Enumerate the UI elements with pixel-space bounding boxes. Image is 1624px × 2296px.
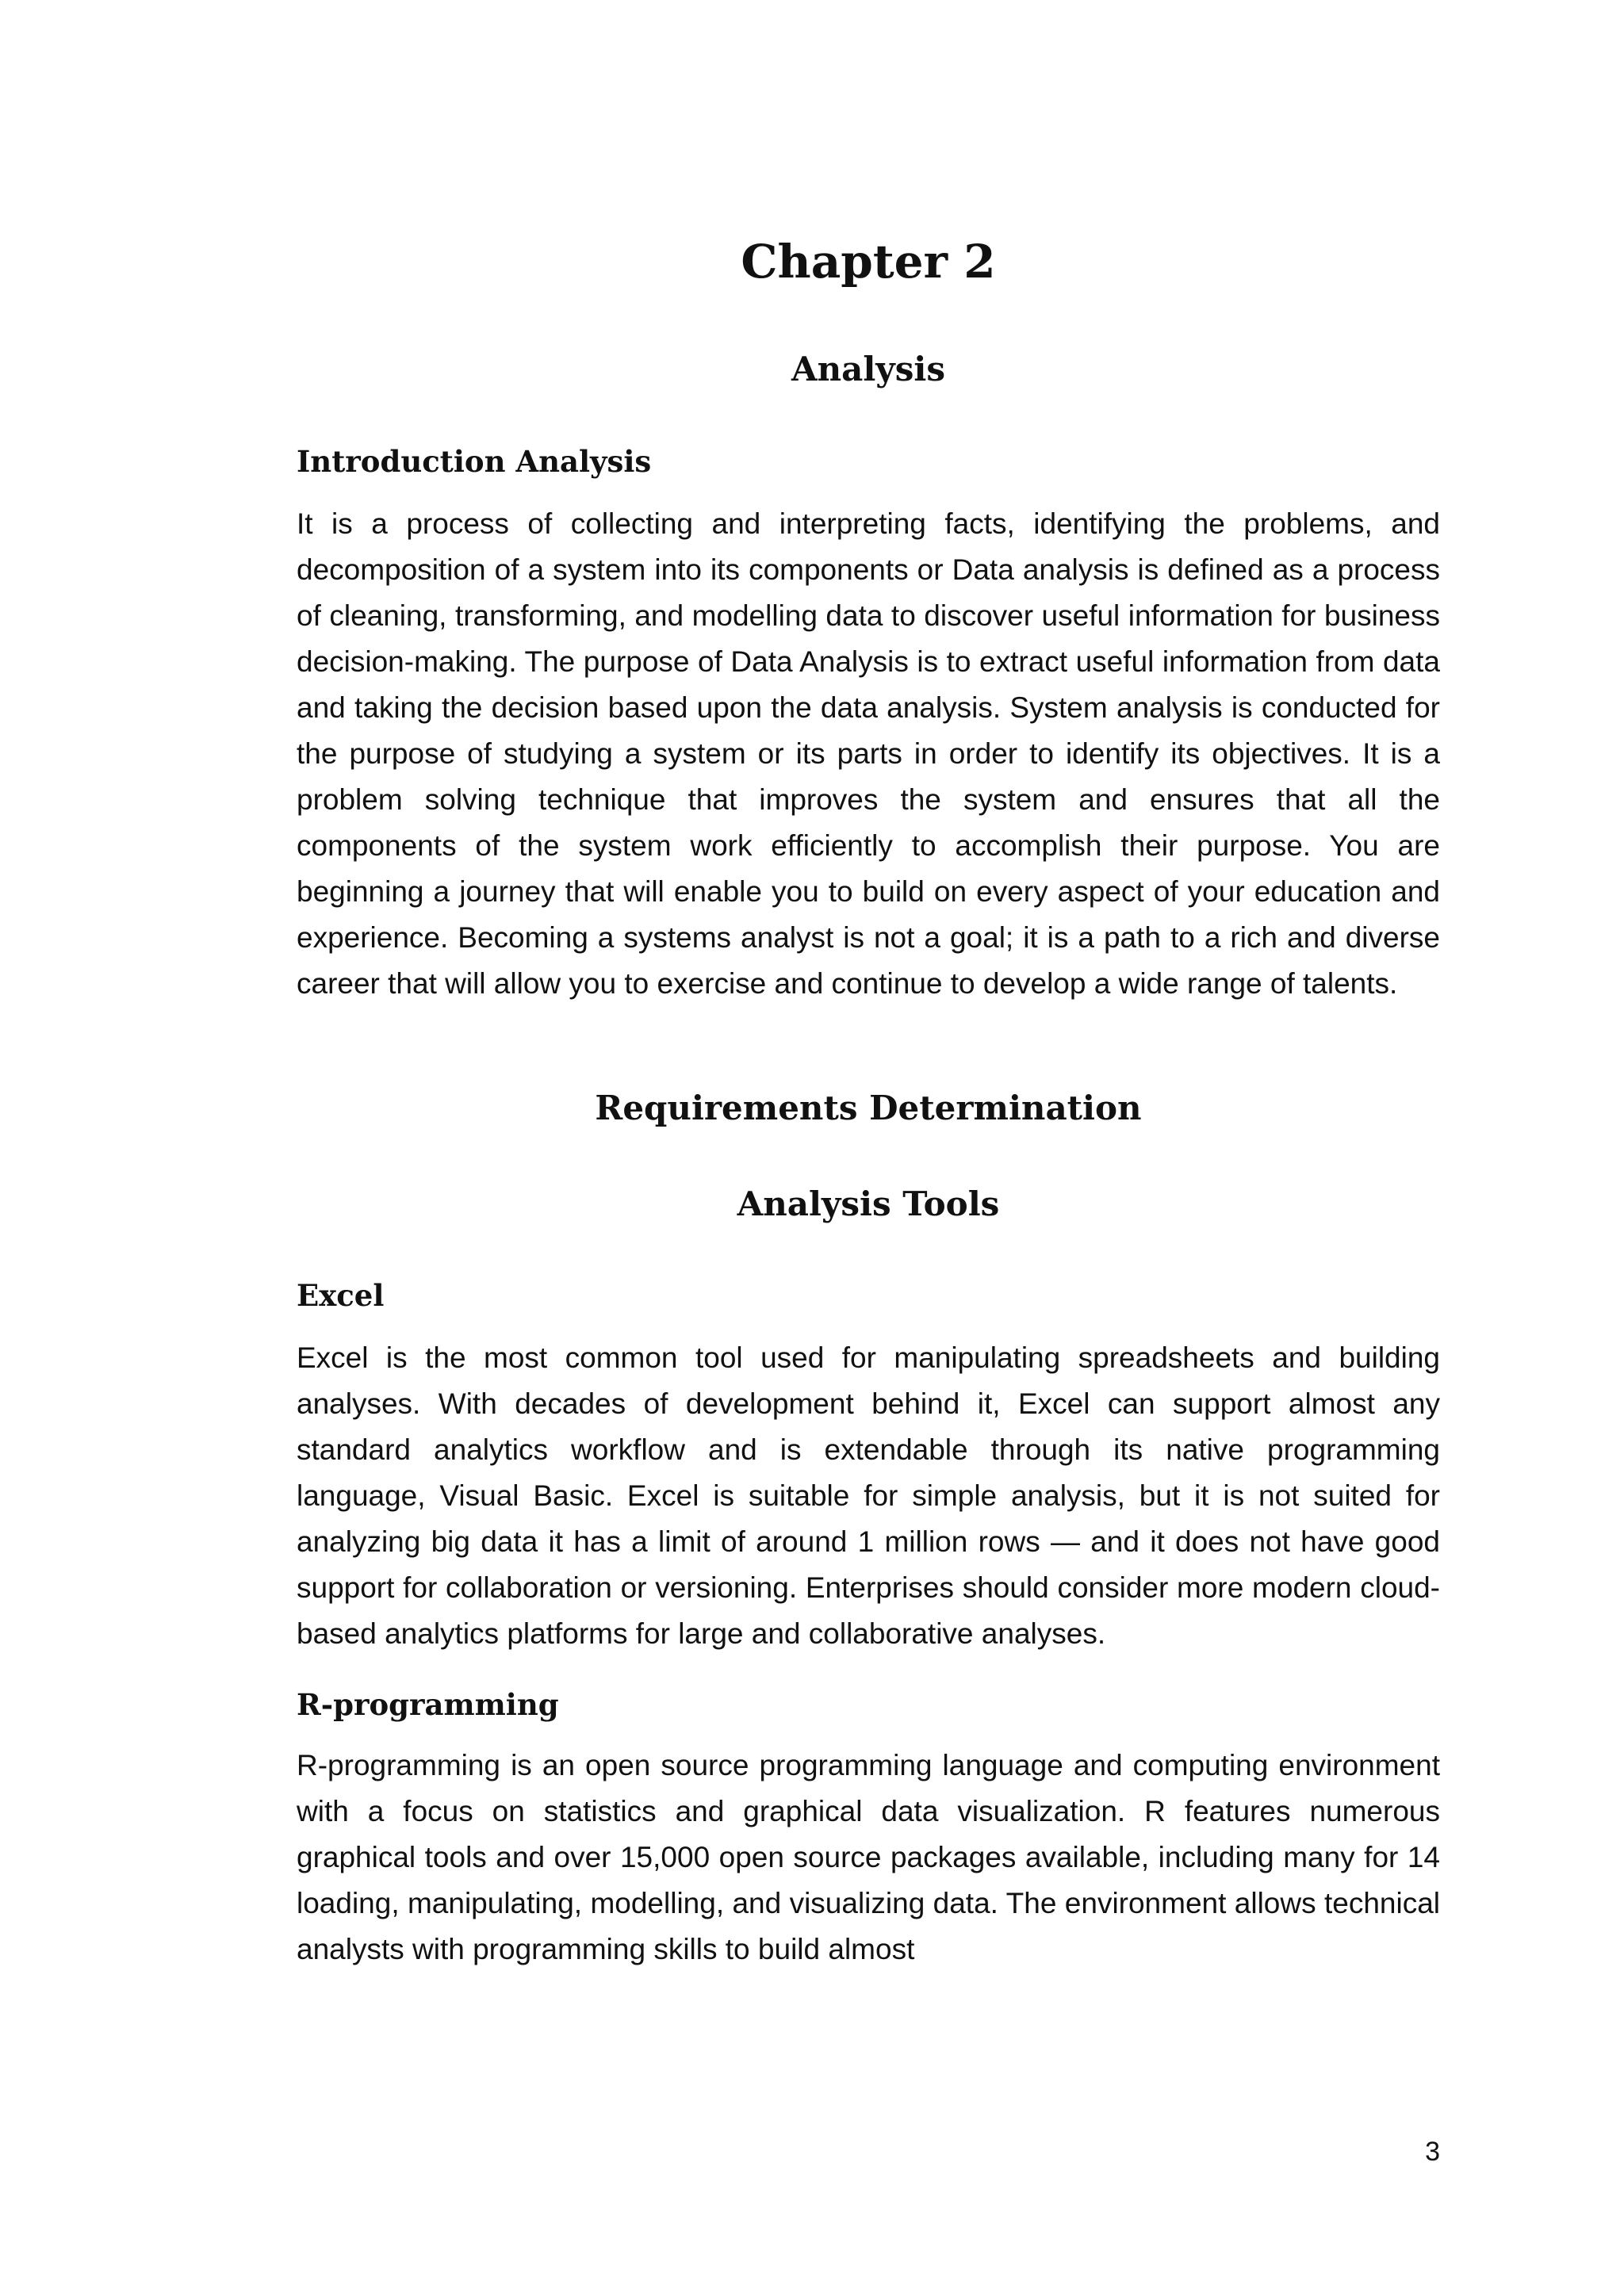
requirements-determination-heading: Requirements Determination [595,1089,1142,1127]
excel-paragraph: Excel is the most common tool used for manipulating spreadsheets and building analyses. With decades of development behind it, Excel can support almost any standard analytics workflow and is extendable through its native programming language, Visual Basic. Excel is suitable for simple analysis, but it is not suited for analyzing big data it has a limit of around 1 million rows — and it does not have good support for collaboration or versioning. Enterprises should consider more modern cloud-based analytics platforms for large and collaborative analyses. [297,1341,1440,1650]
chapter-title: Chapter 2 [741,235,996,289]
excel-heading: Excel [297,1278,385,1313]
r-programming-paragraph: R-programming is an open source programming language and computing environment with a focus on statistics and graphical data visualization. R features numerous graphical tools and over 15,000 open source packages available, including many for 14 loading, manipulating, modelling, and visualizing data. The environment allows technical analysts with programming skills to build almost [297,1749,1440,1965]
r-programming-heading: R-programming [297,1687,559,1722]
introduction-analysis-heading: Introduction Analysis [297,444,652,479]
analysis-tools-heading: Analysis Tools [737,1184,1000,1223]
introduction-analysis-paragraph: It is a process of collecting and interpreting facts, identifying the problems, and decomposition of a system into its components or Data analysis is defined as a process of cleaning, transforming, and modelling data to discover useful information for business decision-making. The purpose of Data Analysis is to extract useful information from data and taking the decision based upon the data analysis. System analysis is conducted for the purpose of studying a system or its parts in order to identify its objectives. It is a problem solving technique that improves the system and ensures that all the components of the system work efficiently to accomplish their purpose. You are beginning a journey that will enable you to build on every aspect of your education and experience. Becoming a systems analyst is not a goal; it is a path to a rich and diverse career that will allow you to exercise and continue to develop a wide range of talents. [297,507,1440,1000]
analysis-heading: Analysis [791,350,945,388]
page-number: 3 [1425,2137,1440,2167]
